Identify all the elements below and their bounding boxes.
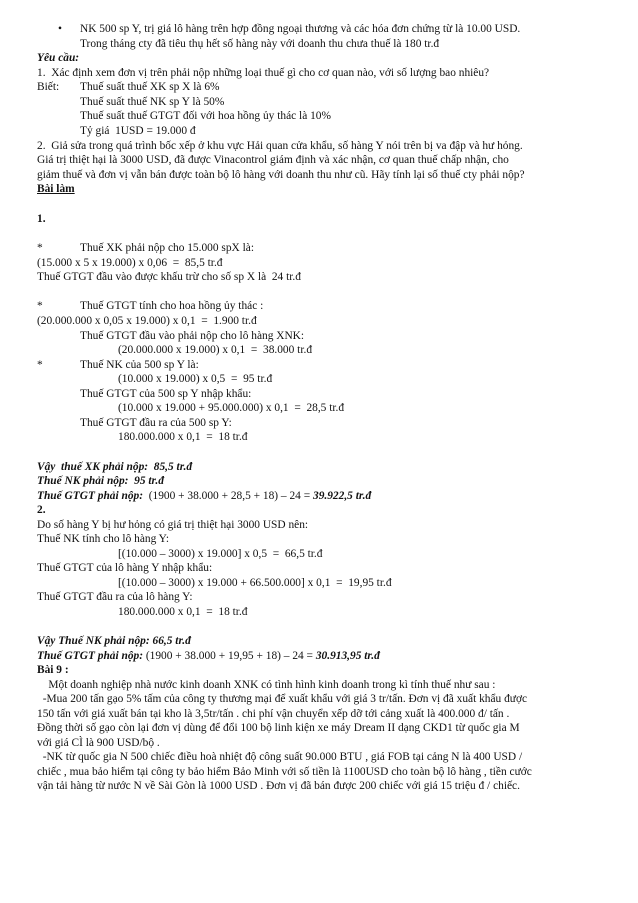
part-2-intro: Do số hàng Y bị hư hỏng có giá trị thiệt hại 3000 USD nên: xyxy=(37,519,309,531)
bai9-paragraph: vận tải hàng từ nước N về Sài Gòn là 1000 USD . Đơn vị đã bán được 200 chiếc với giá 15 triệu đ / chiếc. xyxy=(37,780,520,792)
gtgt-nk-calc: (10.000 x 19.000 + 95.000.000) x 0,1 = 28,5 tr.đ xyxy=(118,402,345,414)
gtgt-output-title-2: Thuế GTGT đầu ra của lô hàng Y: xyxy=(37,591,193,603)
summary-xk: Vậy thuế XK phải nộp: 85,5 tr.đ xyxy=(37,461,193,473)
part-1-number: 1. xyxy=(37,213,46,225)
summary-gtgt-2 xyxy=(37,649,380,664)
gtgt-commission-calc: (20.000.000 x 0,05 x 19.000) x 0,1 = 1.900 tr.đ xyxy=(37,315,257,327)
summary-nk-2: Vậy Thuế NK phải nộp: 66,5 tr.đ xyxy=(37,635,191,647)
question-2-line: Giá trị thiệt hại là 3000 USD, đã được Vinacontrol giám định và xác nhận, cơ quan thuế chấp nhận, cho xyxy=(37,154,509,166)
summary-gtgt-result: 30.913,95 tr.đ xyxy=(315,650,380,662)
given-item: Thuế suất thuế GTGT đối với hoa hồng ủy thác là 10% xyxy=(80,110,331,122)
summary-gtgt-expr: (1900 + 38.000 + 28,5 + 18) – 24 = xyxy=(143,490,313,502)
bai9-heading: Bài 9 : xyxy=(37,664,69,676)
bai9-paragraph: 150 tấn với giá xuất bán tại kho là 3,5tr/tấn . chi phí vận chuyển xếp dỡ tới cảng xuất là 400.000 đ/ tấn . xyxy=(37,708,510,720)
nk-title-2: Thuế NK tính cho lô hàng Y: xyxy=(37,533,170,545)
summary-gtgt-label: Thuế GTGT phải nộp: xyxy=(37,490,144,502)
xk-calc: (15.000 x 5 x 19.000) x 0,06 = 85,5 tr.đ xyxy=(37,257,223,269)
nk-calc: (10.000 x 19.000) x 0,5 = 95 tr.đ xyxy=(118,373,273,385)
bai9-paragraph: -NK từ quốc gia N 500 chiếc điều hoà nhiệt độ công suất 90.000 BTU , giá FOB tại cảng N là 400 USD / xyxy=(37,751,523,763)
bai9-paragraph: với giá CÌ là 900 USD/bộ . xyxy=(37,737,160,749)
nk-calc-2: [(10.000 – 3000) x 19.000] x 0,5 = 66,5 tr.đ xyxy=(118,548,323,560)
requirements-heading: Yêu cầu: xyxy=(37,52,80,64)
gtgt-xnk-title: Thuế GTGT đầu vào phải nộp cho lô hàng XNK: xyxy=(80,330,305,342)
summary-nk: Thuế NK phải nộp: 95 tr.đ xyxy=(37,475,164,487)
summary-gtgt-expr: (1900 + 38.000 + 19,95 + 18) – 24 = xyxy=(143,650,316,662)
bullet-line: Trong tháng cty đã tiêu thụ hết số hàng này với doanh thu chưa thuế là 180 tr.đ xyxy=(80,38,440,50)
gtgt-nk-calc-2: [(10.000 – 3000) x 19.000 + 66.500.000] x 0,1 = 19,95 tr.đ xyxy=(118,577,392,589)
bullet-star: * xyxy=(37,359,43,371)
part-2-number: 2. xyxy=(37,504,46,516)
solution-heading: Bài làm xyxy=(37,183,75,195)
given-item: Thuế suất thuế XK sp X là 6% xyxy=(80,81,220,93)
nk-title: Thuế NK của 500 sp Y là: xyxy=(80,359,199,371)
gtgt-xnk-calc: (20.000.000 x 19.000) x 0,1 = 38.000 tr.đ xyxy=(118,344,313,356)
bai9-paragraph: -Mua 200 tấn gạo 5% tấm của công ty thương mại để xuất khẩu với giá 3 tr/tấn. Đơn vị đã xuất khẩu được xyxy=(37,693,528,705)
gtgt-nk-title: Thuế GTGT của 500 sp Y nhập khẩu: xyxy=(80,388,252,400)
question-1: 1. Xác định xem đơn vị trên phải nộp những loại thuế gì cho cơ quan nào, với số lượng bao nhiêu? xyxy=(37,67,490,79)
bullet-line: NK 500 sp Y, trị giá lô hàng trên hợp đồng ngoại thương và các hóa đơn chứng từ là 10.00 USD. xyxy=(80,23,521,35)
given-item: Thuế suất thuế NK sp Y là 50% xyxy=(80,96,225,108)
gtgt-commission-title: Thuế GTGT tính cho hoa hồng ủy thác : xyxy=(80,300,264,312)
gtgt-input-x: Thuế GTGT đầu vào được khấu trừ cho số sp X là 24 tr.đ xyxy=(37,271,301,283)
summary-gtgt-result: 39.922,5 tr.đ xyxy=(313,490,372,502)
given-item: Tỷ giá 1USD = 19.000 đ xyxy=(80,125,196,137)
bullet-star: * xyxy=(37,300,43,312)
bullet-marker: • xyxy=(58,23,62,35)
bai9-paragraph: Đồng thời số gạo còn lại đơn vị dùng để đổi 100 bộ linh kiện xe máy Dream II dạng CKD1 từ quốc gia M xyxy=(37,722,520,734)
xk-title: Thuế XK phải nộp cho 15.000 spX là: xyxy=(80,242,254,254)
bullet-star: * xyxy=(37,242,43,254)
summary-gtgt xyxy=(37,489,371,504)
summary-gtgt-label: Thuế GTGT phải nộp: xyxy=(37,650,144,662)
gtgt-output-title: Thuế GTGT đầu ra của 500 sp Y: xyxy=(80,417,232,429)
question-2-line: 2. Giả sửa trong quá trình bốc xếp ở khu vực Hải quan cửa khẩu, số hàng Y nói trên bị va đập và hư hỏng. xyxy=(37,140,523,152)
gtgt-output-calc: 180.000.000 x 0,1 = 18 tr.đ xyxy=(118,431,248,443)
gtgt-output-calc-2: 180.000.000 x 0,1 = 18 tr.đ xyxy=(118,606,248,618)
bai9-paragraph: Một doanh nghiệp nhà nước kinh doanh XNK có tình hình kinh doanh trong kì tính thuế như sau : xyxy=(37,679,496,691)
bai9-paragraph: chiếc , mua bảo hiểm tại công ty bảo hiểm Bảo Minh với số tiền là 1100USD cho toàn bộ lô hàng , tiền cước xyxy=(37,766,532,778)
given-label: Biết: xyxy=(37,81,60,93)
gtgt-nk-title-2: Thuế GTGT của lô hàng Y nhập khẩu: xyxy=(37,562,213,574)
question-2-line: giảm thuế và đơn vị vẫn bán được toàn bộ lô hàng với doanh thu như cũ. Hãy tính lại số thuế cty phải nộp? xyxy=(37,169,525,181)
